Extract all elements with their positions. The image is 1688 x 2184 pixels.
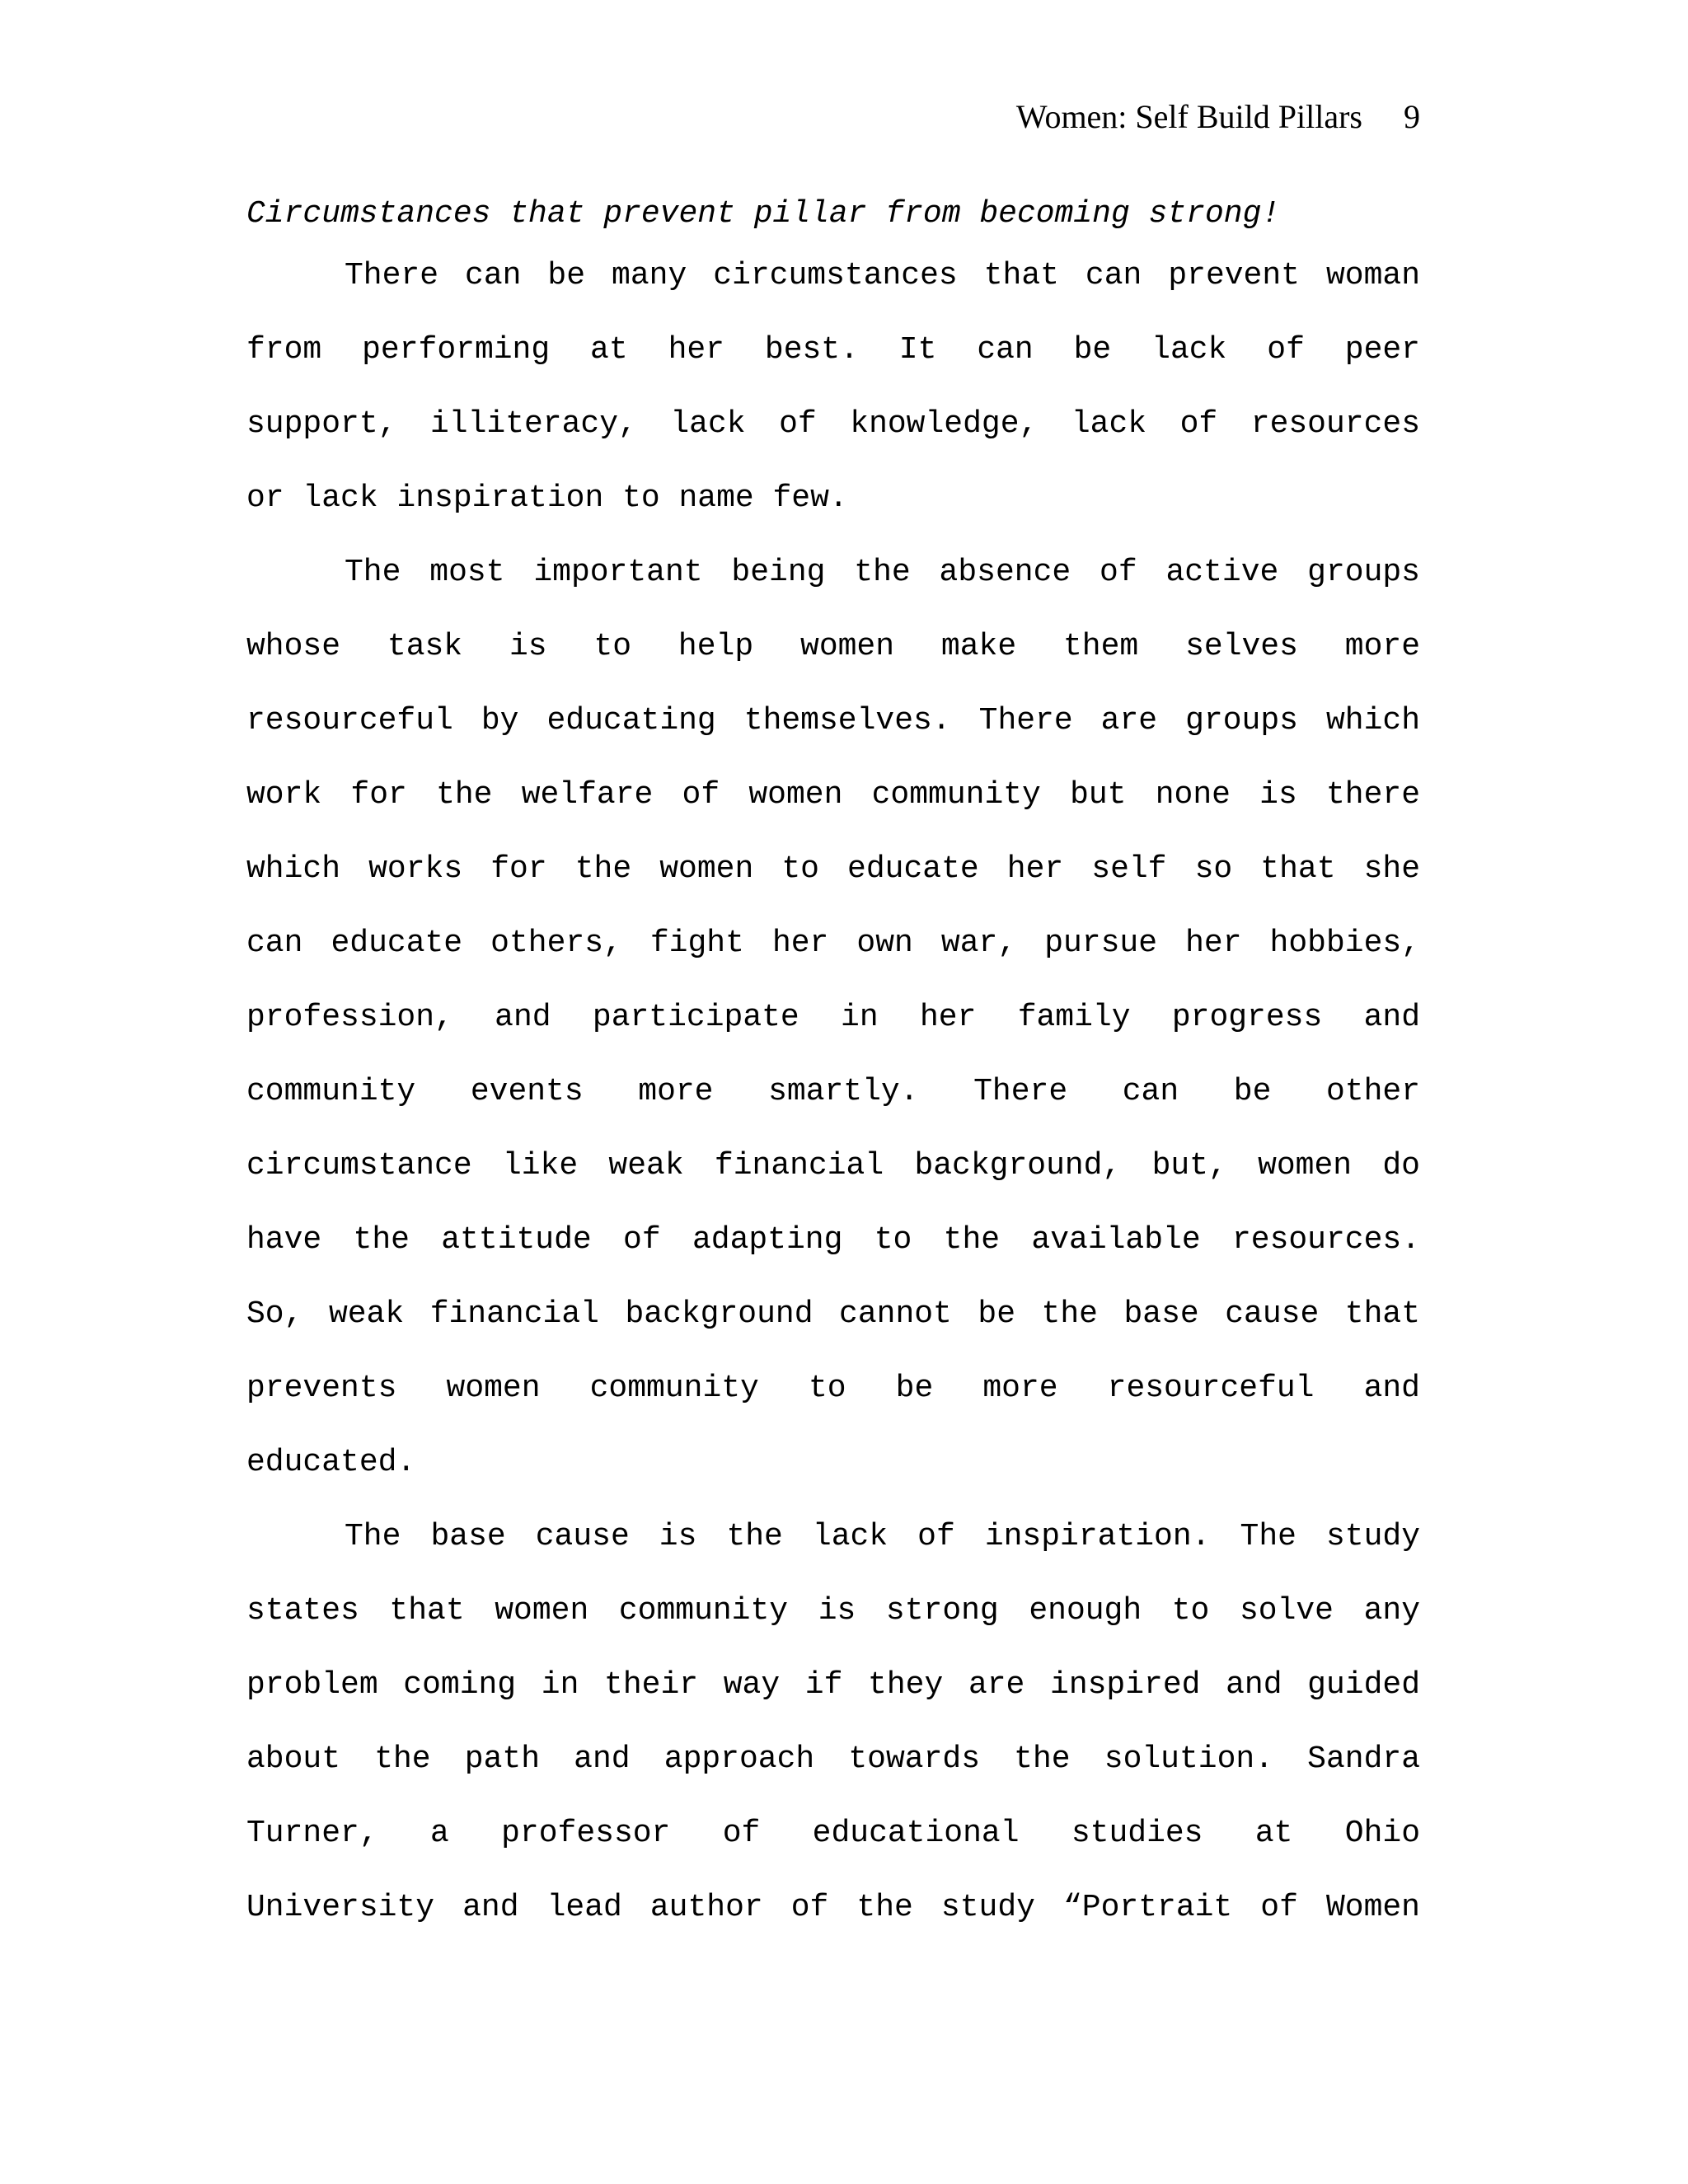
text-line: circumstance like weak financial background, but, women do: [246, 1148, 1420, 1183]
text-line: which works for the women to educate her self so that she: [246, 851, 1420, 887]
text-line: The most important being the absence of active groups: [345, 555, 1420, 590]
page-number: 9: [1404, 98, 1420, 135]
text-line: can educate others, fight her own war, pursue her hobbies,: [246, 926, 1420, 961]
text-line: work for the welfare of women community but none is there: [246, 777, 1420, 813]
paragraph-1: [246, 239, 1420, 536]
text-line: community events more smartly. There can be other: [246, 1074, 1420, 1109]
text-line: from performing at her best. It can be lack of peer: [246, 332, 1420, 368]
text-line: educated.: [246, 1445, 416, 1480]
text-line: support, illiteracy, lack of knowledge, lack of resources: [246, 406, 1420, 442]
paragraph-2: [246, 536, 1420, 1500]
text-line: So, weak financial background cannot be the base cause that: [246, 1296, 1420, 1332]
text-line: problem coming in their way if they are inspired and guided: [246, 1667, 1420, 1703]
text-line: There can be many circumstances that can prevent woman: [345, 258, 1420, 293]
text-line: about the path and approach towards the solution. Sandra: [246, 1741, 1420, 1777]
body-text: [246, 190, 1420, 1945]
text-line: whose task is to help women make them selves more: [246, 629, 1420, 664]
text-line: resourceful by educating themselves. There are groups which: [246, 703, 1420, 738]
text-line: or lack inspiration to name few.: [246, 480, 848, 516]
text-line: prevents women community to be more resourceful and: [246, 1371, 1420, 1406]
text-line: The base cause is the lack of inspiration. The study: [345, 1519, 1420, 1554]
section-heading: Circumstances that prevent pillar from becoming strong!: [246, 196, 1281, 232]
text-line: Turner, a professor of educational studies at Ohio: [246, 1816, 1420, 1851]
text-line: have the attitude of adapting to the available resources.: [246, 1222, 1420, 1258]
text-line: profession, and participate in her family progress and: [246, 1000, 1420, 1035]
text-line: University and lead author of the study “Portrait of Women: [246, 1890, 1420, 1925]
running-title: Women: Self Build Pillars: [1015, 98, 1362, 135]
running-header: [1016, 97, 1420, 137]
text-line: states that women community is strong enough to solve any: [246, 1593, 1420, 1629]
paragraph-3: [246, 1500, 1420, 1945]
